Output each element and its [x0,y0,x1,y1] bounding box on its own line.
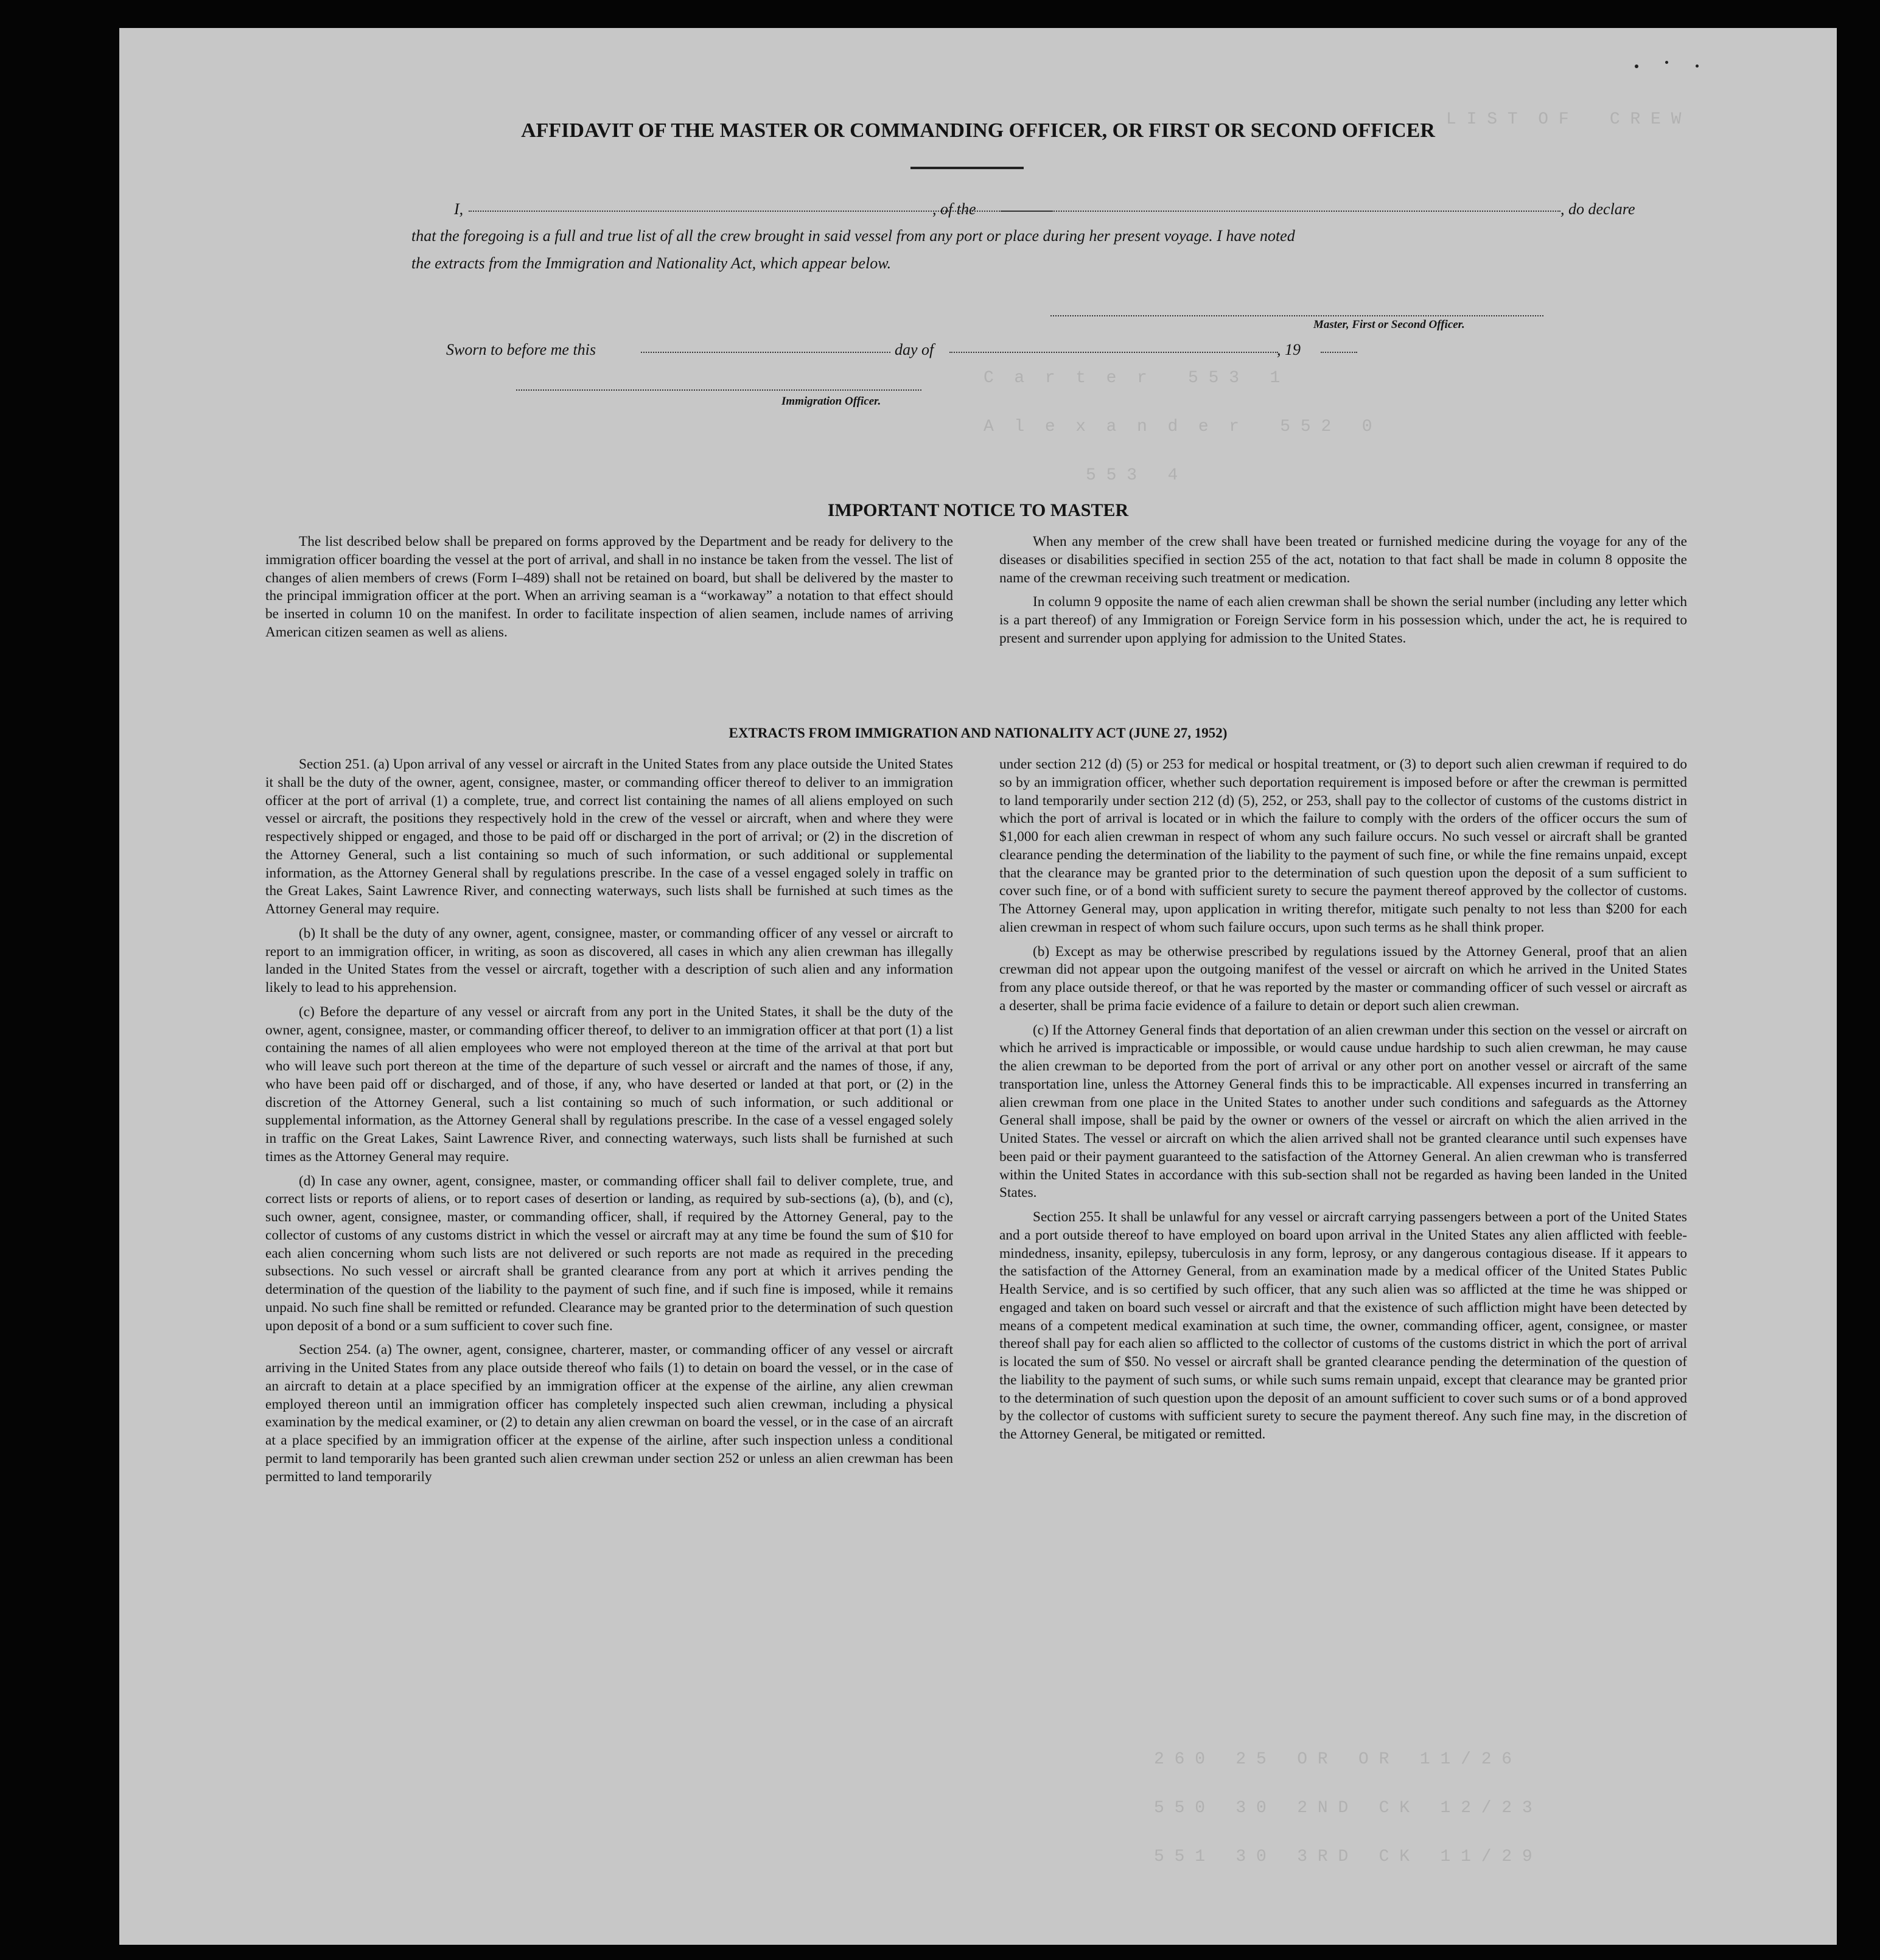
day-of-label: day of [895,341,934,358]
notice-title: IMPORTANT NOTICE TO MASTER [827,500,1129,520]
notice-paragraph: The list described below shall be prepared on forms approved by the Department and be ready for delivery to the immigration officer boarding the vessel at the port of arrival, and shall in no instance be taken from the vessel. The list of changes of alien members of crews (Form I–489) shall not be retained on board, but shall be delivered by the master to the principal immigration officer at the port. When an arriving seaman is a “workaway” a notation to that effect should be inserted in column 10 on the manifest. In order to facilitate inspection of alien seamen, include names of arriving American citizen seamen as well as aliens. [265,534,954,640]
speck [1665,61,1668,64]
extracts-left-column [265,756,953,1492]
act-paragraph: Section 254. (a) The owner, agent, consignee, charterer, master, or commanding officer of any vessel or aircraft arriving in the United States from any place outside thereof who fails (1) to detain on board the vessel, or in the case of an aircraft to detain at a place specified by an immigration officer at the expense of the airline, any alien crewman employed thereon until an immigration officer has completely inspected such alien crewman, including a physical examination by the medical examiner, or (2) to detain any alien crewman on board the vessel, or in the case of an aircraft at a place specified by an immigration officer at the expense of the airline, after such inspection unless a conditional permit to land temporarily has been granted such alien crewman under section 252 or unless an alien crewman has been permitted to land temporarily [265,1342,953,1485]
notice-left-column [265,533,953,648]
act-paragraph: (c) Before the departure of any vessel or aircraft from any port in the United States, it shall be the duty of the owner, agent, consignee, master, or commanding officer thereof, to deliver to an immigration officer at that port (1) a list containing the names of all alien employees who were not employed thereon at the time of the arrival at that port but who will leave such port thereon at the time of the departure of such vessel or aircraft and the names of those, if any, who have been paid off or discharged, and of those, if any, who have deserted or landed at that port, or (2) in the discretion of the Attorney General, such a list containing so much of such information, or such additional or supplemental information, as the Attorney General shall by regulations prescribe. In the case of a vessel engaged solely in traffic on the Great Lakes, Saint Lawrence River, and connecting waterways, such lists shall be furnished at such times as the Attorney General may require. [265,1003,953,1165]
show-through-text: 5 5 3 4 [984,466,1178,485]
sworn-day-field[interactable] [641,352,890,353]
act-paragraph: (d) In case any owner, agent, consignee, master, or commanding officer shall fail to deliver complete, true, and correct lists or reports of aliens, or to report cases of desertion or landing, as required by sub-sections (a), (b), and (c), such owner, agent, consignee, master, or commanding officer, shall, if required by the Attorney General, pay to the collector of customs of any customs district in which the vessel or aircraft may at any time be found the sum of $10 for each alien concerning whom such lists are not delivered or such reports are not made as required in the preceding subsections. No such vessel or aircraft shall be granted clearance from any port at which it arrives pending the determination of the question of the liability to the payment of such fine, and if such fine is imposed, while it remains unpaid. No such fine shall be remitted or refunded. Clearance may be granted prior to the determination of such question upon deposit of a bond or a sum sufficient to cover such fine. [265,1173,953,1334]
act-paragraph: (b) Except as may be otherwise prescribed by regulations issued by the Attorney General, proof that an alien crewman did not appear upon the outgoing manifest of the vessel or aircraft on which he arrived in the United States from any place outside thereof, or that he was reported by the master or commanding officer of such vessel or aircraft as a deserter, shall be prima facie evidence of a failure to detain or deport such alien crewman. [999,943,1687,1014]
i-label: I, [454,200,464,218]
show-through-text: L I S T O F C R E W [1446,110,1682,129]
speck [1635,65,1638,68]
extracts-right-column [999,756,1687,1450]
show-through-text: A l e x a n d e r 5 5 2 0 [984,417,1372,436]
speck [1696,65,1699,68]
officer-signature-field[interactable] [516,389,921,391]
affidavit-title: AFFIDAVIT OF THE MASTER OR COMMANDING OFFICER, OR FIRST OR SECOND OFFICER [521,119,1435,142]
act-paragraph: Section 255. It shall be unlawful for any vessel or aircraft carrying passengers between a port of the United States and a port outside thereof to have employed on board upon arrival in the United States any alien afflicted with feeble-mindedness, insanity, epilepsy, tuberculosis in any form, leprosy, or any dangerous contagious disease. If it appears to the satisfaction of the Attorney General, from an examination made by a medical officer of the United States Public Health Service, and is so certified by such officer, that any such alien was so afflicted at the time he was shipped or engaged and taken on board such vessel or aircraft and that the existence of such affliction might have been detected by means of a competent medical examination at such time, the owner, commanding officer, agent, consignee, or master thereof shall pay for each alien so afflicted to the collector of customs of the customs district in which the port of arrival is located the sum of $50. No vessel or aircraft shall be granted clearance pending the determination of the question of the liability to the payment of such sums, or while such sums remain unpaid, except that clearance may be granted prior to the determination of such question upon the deposit of an amount sufficient to cover such sums or of a bond approved by the collector of customs with sufficient surety to secure the payment thereof. Any such fine may, in the discretion of the Attorney General, be mitigated or remitted. [999,1209,1687,1442]
notice-right-column [999,533,1687,654]
of-the-label: , of the [932,200,976,218]
notice-paragraph: In column 9 opposite the name of each alien crewman shall be shown the serial number (including any letter which is a part thereof) of any Immigration or Foreign Service form in his possession which, under the act, he is required to present and surrender upon applying for admission to the United States. [999,594,1687,646]
show-through-text: 5 5 0 3 0 2 N D C K 1 2 / 2 3 [1154,1799,1532,1818]
act-paragraph: (c) If the Attorney General finds that deportation of an alien crewman under this section on the vessel or aircraft on which he arrived is impracticable or impossible, or would cause undue hardship to such alien crewman, he may cause the alien crewman to be deported from the port of arrival or any other port on another vessel or aircraft of the same transportation line, unless the Attorney General finds this to be impracticable. All expenses incurred in transferring an alien crewman from one place in the United States to another under such conditions and safeguards as the Attorney General shall impose, shall be paid by the owner or owners of the vessel or aircraft on which the alien arrived in the United States. The vessel or aircraft on which the alien arrived shall not be granted clearance until such expenses have been paid or their payment guaranteed to the satisfaction of the Attorney General. An alien crewman who is transferred within the United States in accordance with this sub-section shall not be regarded as having been landed in the United States. [999,1022,1687,1201]
form-page [119,28,1837,1945]
title-divider [910,167,1024,169]
show-through-text: 5 5 1 3 0 3 R D C K 1 1 / 2 9 [1154,1847,1532,1866]
sworn-label: Sworn to before me this [446,341,596,358]
officer-signature-label: Immigration Officer. [781,395,881,408]
show-through-text: 2 6 0 2 5 O R O R 1 1 / 2 6 [1154,1750,1512,1769]
act-paragraph: under section 212 (d) (5) or 253 for medical or hospital treatment, or (3) to deport such alien crewman if required to do so by an immigration officer, whether such deportation requirement is imposed before or after the crewman is permitted to land temporarily under section 212 (d) (5), 252, or 253, shall pay to the collector of customs of the customs district in which the port of arrival is located or in which the failure to comply with the orders of the officer occurs the sum of $1,000 for each alien crewman in respect of whom any such failure occurs. No such vessel or aircraft shall be granted clearance pending the determination of the liability to the payment of such fine, or while the fine remains unpaid, except that the clearance may be granted prior to the determination of such question upon the deposit of a sum sufficient to cover such fine, or of a bond with sufficient surety to secure the payment thereof approved by the collector of customs. The Attorney General may, upon application in writing therefor, mitigate such penalty to not less than $200 for each alien crewman in respect of whom such failure occurs, upon such terms as he shall think proper. [999,756,1687,935]
master-signature-field[interactable] [1050,315,1543,316]
act-paragraph: Section 251. (a) Upon arrival of any vessel or aircraft in the United States from any place outside the United States it shall be the duty of the owner, agent, consignee, master, or commanding officer thereof to deliver to an immigration officer at the port of arrival (1) a complete, true, and correct list containing the names of all aliens employed on such vessel or aircraft, the positions they respectively hold in the crew of the vessel or aircraft, when and where they were respectively shipped or engaged, and those to be paid off or discharged in the port of arrival; or (2) in the discretion of the Attorney General, such a list containing so much of such information, or such additional or supplemental information, as the Attorney General shall by regulations prescribe. In the case of a vessel engaged solely in traffic on the Great Lakes, Saint Lawrence River, and connecting waterways, such lists shall be furnished at such times as the Attorney General may require. [265,756,953,917]
sworn-month-field[interactable] [949,352,1278,353]
do-declare-label: , do declare [1560,200,1635,218]
show-through-text: C a r t e r 5 5 3 1 [984,369,1281,388]
statement-line-1: that the foregoing is a full and true list of all the crew brought in said vessel from any port or place during her present voyage. I have noted [411,227,1295,245]
notice-paragraph: When any member of the crew shall have been treated or furnished medicine during the voyage for any of the diseases or disabilities specified in section 255 of the act, notation to that fact shall be made in column 8 opposite the name of the crewman receiving such treatment or medication. [999,534,1687,586]
sworn-year-field[interactable] [1321,352,1357,353]
extracts-title: EXTRACTS FROM IMMIGRATION AND NATIONALITY ACT (JUNE 27, 1952) [729,725,1228,741]
year-label: , 19 [1277,341,1301,358]
statement-line-2: the extracts from the Immigration and Nationality Act, which appear below. [411,254,892,272]
act-paragraph: (b) It shall be the duty of any owner, agent, consignee, master, or commanding officer of any vessel or aircraft to report to an immigration officer, in writing, as soon as discovered, all cases in which any alien crewman has illegally landed in the United States from the vessel or aircraft, together with a description of such alien and any information likely to lead to his apprehension. [265,925,953,996]
vessel-field[interactable] [1001,211,1560,212]
master-signature-label: Master, First or Second Officer. [1313,318,1465,331]
